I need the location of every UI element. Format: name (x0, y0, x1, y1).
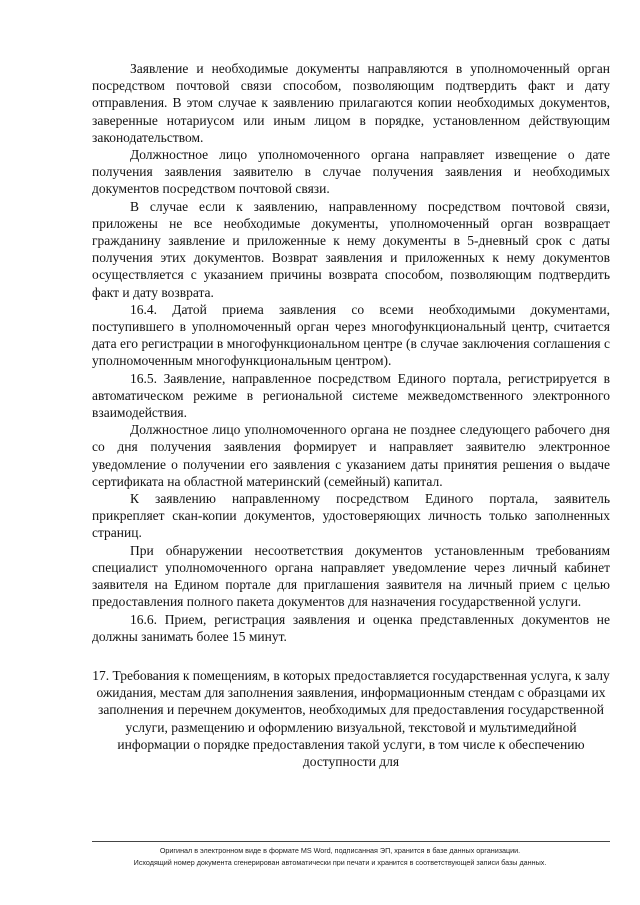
paragraph: В случае если к заявлению, направленному посредством почтовой связи, приложены не все необходимые документы, уполномоченный орган возвращает гражданину заявление и приложенные к нему документы в 5-дневный срок с даты получения этих документов. Возврат заявления и приложенных к нему документов осуществляется с указанием причины возврата способом, позволяющим подтвердить факт и дату возврата. (92, 198, 610, 300)
footer-divider (92, 841, 610, 842)
paragraph: Заявление и необходимые документы направляются в уполномоченный орган посредством почтовой связи способом, позволяющим подтвердить факт и дату отправления. В этом случае к заявлению прилагаются копии необходимых документов, заверенные нотариусом или иным лицом в порядке, установленном действующим законодательством. (92, 61, 610, 145)
footer-line: Исходящий номер документа сгенерирован автоматически при печати и хранится в соответствующей записи базы данных. (133, 858, 547, 867)
paragraph: При обнаружении несоответствия документов установленным требованиям специалист уполномоченного органа направляет уведомление через личный кабинет заявителя на Едином портале для приглашения заявителя на личный прием с целью предоставления полного пакета документов для назначения государственной услуги. (92, 542, 610, 610)
footer-line: Оригинал в электронном виде в формате MS Word, подписанная ЭП, хранится в базе данных организации. (159, 846, 521, 855)
section-heading: 17. Требования к помещениям, в которых предоставляется государственная услуга, к залу ожидания, местам для заполнения заявления, информационным стендам с образцами их заполнения и перечнем документов, необходимых для предоставления государственной услуги, размещению и оформлению визуальной, текстовой и мультимедийной информации о порядке предоставления такой услуги, в том числе к обеспечению доступности для (92, 667, 610, 769)
paragraph: 16.4. Датой приема заявления со всеми необходимыми документами, поступившего в уполномоченный орган через многофункциональный центр, считается дата его регистрации в многофункциональном центре (в случае заключения соглашения с уполномоченным многофункциональным центром). (92, 301, 610, 369)
document-body (92, 60, 610, 770)
paragraph: К заявлению направленному посредством Единого портала, заявитель прикрепляет скан-копии документов, удостоверяющих личность только заполненных страниц. (92, 491, 610, 541)
page-footer (60, 845, 620, 869)
paragraph: 16.6. Прием, регистрация заявления и оценка представленных документов не должны занимать более 15 минут. (92, 611, 610, 644)
paragraph: Должностное лицо уполномоченного органа направляет извещение о дате получения заявления заявителю в случае получения заявления и необходимых документов посредством почтовой связи. (92, 147, 610, 197)
paragraph: 16.5. Заявление, направленное посредством Единого портала, регистрируется в автоматическом режиме в региональной системе межведомственного электронного взаимодействия. (92, 370, 610, 421)
paragraph: Должностное лицо уполномоченного органа не позднее следующего рабочего дня со дня получения заявления формирует и направляет заявителю электронное уведомление о получении его заявления с указанием даты принятия решения о выдаче сертификата на областной материнский (семейный) капитал. (92, 422, 610, 489)
